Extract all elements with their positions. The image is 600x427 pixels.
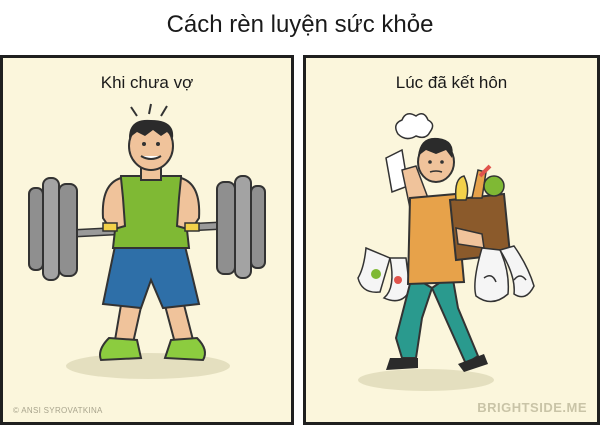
weightlifter-illustration xyxy=(3,58,291,422)
artist-credit: © ANSI SYROVATKINA xyxy=(13,406,103,415)
panel-single xyxy=(0,55,294,425)
shopper-illustration xyxy=(306,58,597,422)
brand-watermark: BRIGHTSIDE.ME xyxy=(477,400,587,415)
page-title: Cách rèn luyện sức khỏe xyxy=(166,11,434,38)
panel-married xyxy=(303,55,600,425)
caption-married: Lúc đã kết hôn xyxy=(395,73,508,92)
caption-single: Khi chưa vợ xyxy=(100,73,194,92)
